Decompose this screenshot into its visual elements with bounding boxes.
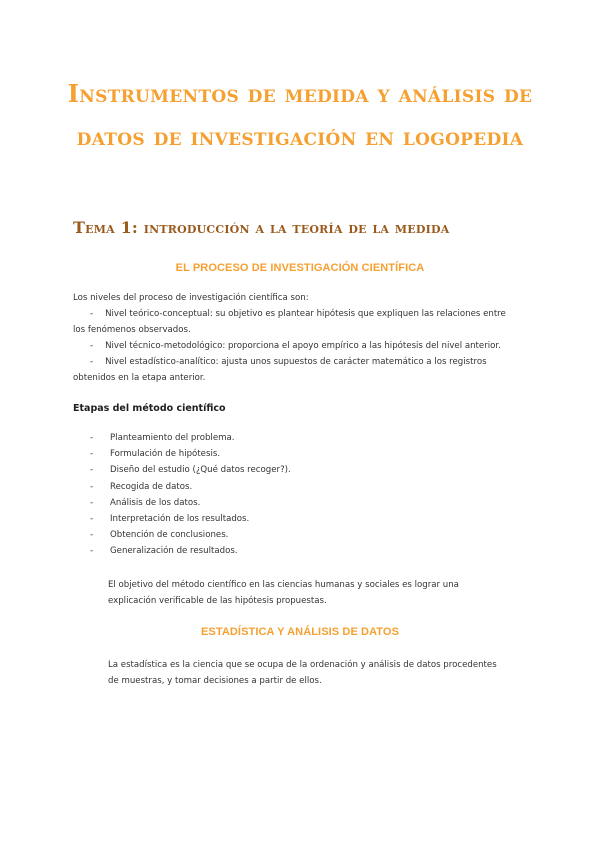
list-dash: - xyxy=(90,514,94,525)
level-item xyxy=(73,354,513,386)
list-item xyxy=(90,446,291,462)
levels-intro: Los niveles del proceso de investigación científica son: xyxy=(73,293,309,303)
stage-text: Obtención de conclusiones. xyxy=(110,530,229,541)
stage-text: Generalización de resultados. xyxy=(110,546,238,557)
list-dash: - xyxy=(90,449,94,460)
stage-text: Recogida de datos. xyxy=(110,481,193,492)
list-dash: - xyxy=(90,497,94,508)
list-dash: - xyxy=(90,530,94,541)
list-dash: - xyxy=(90,546,94,557)
topic-heading: Tema 1: introducción a la teoría de la medida xyxy=(73,218,450,237)
list-dash: - xyxy=(90,309,94,319)
document-title: Instrumentos de medida y análisis de datos de investigación en logopedia xyxy=(67,79,533,151)
stage-text: Diseño del estudio (¿Qué datos recoger?). xyxy=(110,465,291,476)
stage-text: Análisis de los datos. xyxy=(110,497,201,508)
stages-heading: Etapas del método científico xyxy=(73,403,226,414)
section-heading-investigation: EL PROCESO DE INVESTIGACIÓN CIENTÍFICA xyxy=(175,262,425,274)
level-item xyxy=(73,338,543,354)
list-item xyxy=(90,479,291,495)
list-item xyxy=(90,511,291,527)
list-dash: - xyxy=(90,433,94,443)
stage-text: Formulación de hipótesis. xyxy=(110,449,221,460)
list-item xyxy=(90,543,291,559)
list-item xyxy=(90,527,291,543)
level-text: Nivel teórico-conceptual: su objetivo es plantear hipótesis que expliquen las relaciones entre los fenómenos observados. xyxy=(73,309,506,335)
list-item xyxy=(90,462,291,478)
list-dash: - xyxy=(90,481,94,492)
stage-text: Planteamiento del problema. xyxy=(110,433,235,443)
list-item xyxy=(90,430,291,446)
list-dash: - xyxy=(90,341,94,351)
statistics-definition: La estadística es la ciencia que se ocupa de la ordenación y análisis de datos procedentes de muestras, y tomar decisiones a partir de ellos. xyxy=(108,660,497,686)
list-dash: - xyxy=(90,357,94,367)
level-item xyxy=(73,306,513,338)
level-text: Nivel técnico-metodológico: proporciona el apoyo empírico a las hipótesis del nivel anterior. xyxy=(105,341,501,351)
list-dash: - xyxy=(90,465,94,476)
level-text: Nivel estadístico-analítico: ajusta unos supuestos de carácter matemático a los registros obtenidos en la etapa anterior. xyxy=(73,357,487,383)
section-heading-statistics: ESTADÍSTICA Y ANÁLISIS DE DATOS xyxy=(200,626,400,638)
stages-list xyxy=(90,430,291,560)
list-item xyxy=(90,495,291,511)
method-objective: El objetivo del método científico en las ciencias humanas y sociales es lograr una explicación verificable de las hipótesis propuestas. xyxy=(108,580,459,606)
stage-text: Interpretación de los resultados. xyxy=(110,514,250,525)
